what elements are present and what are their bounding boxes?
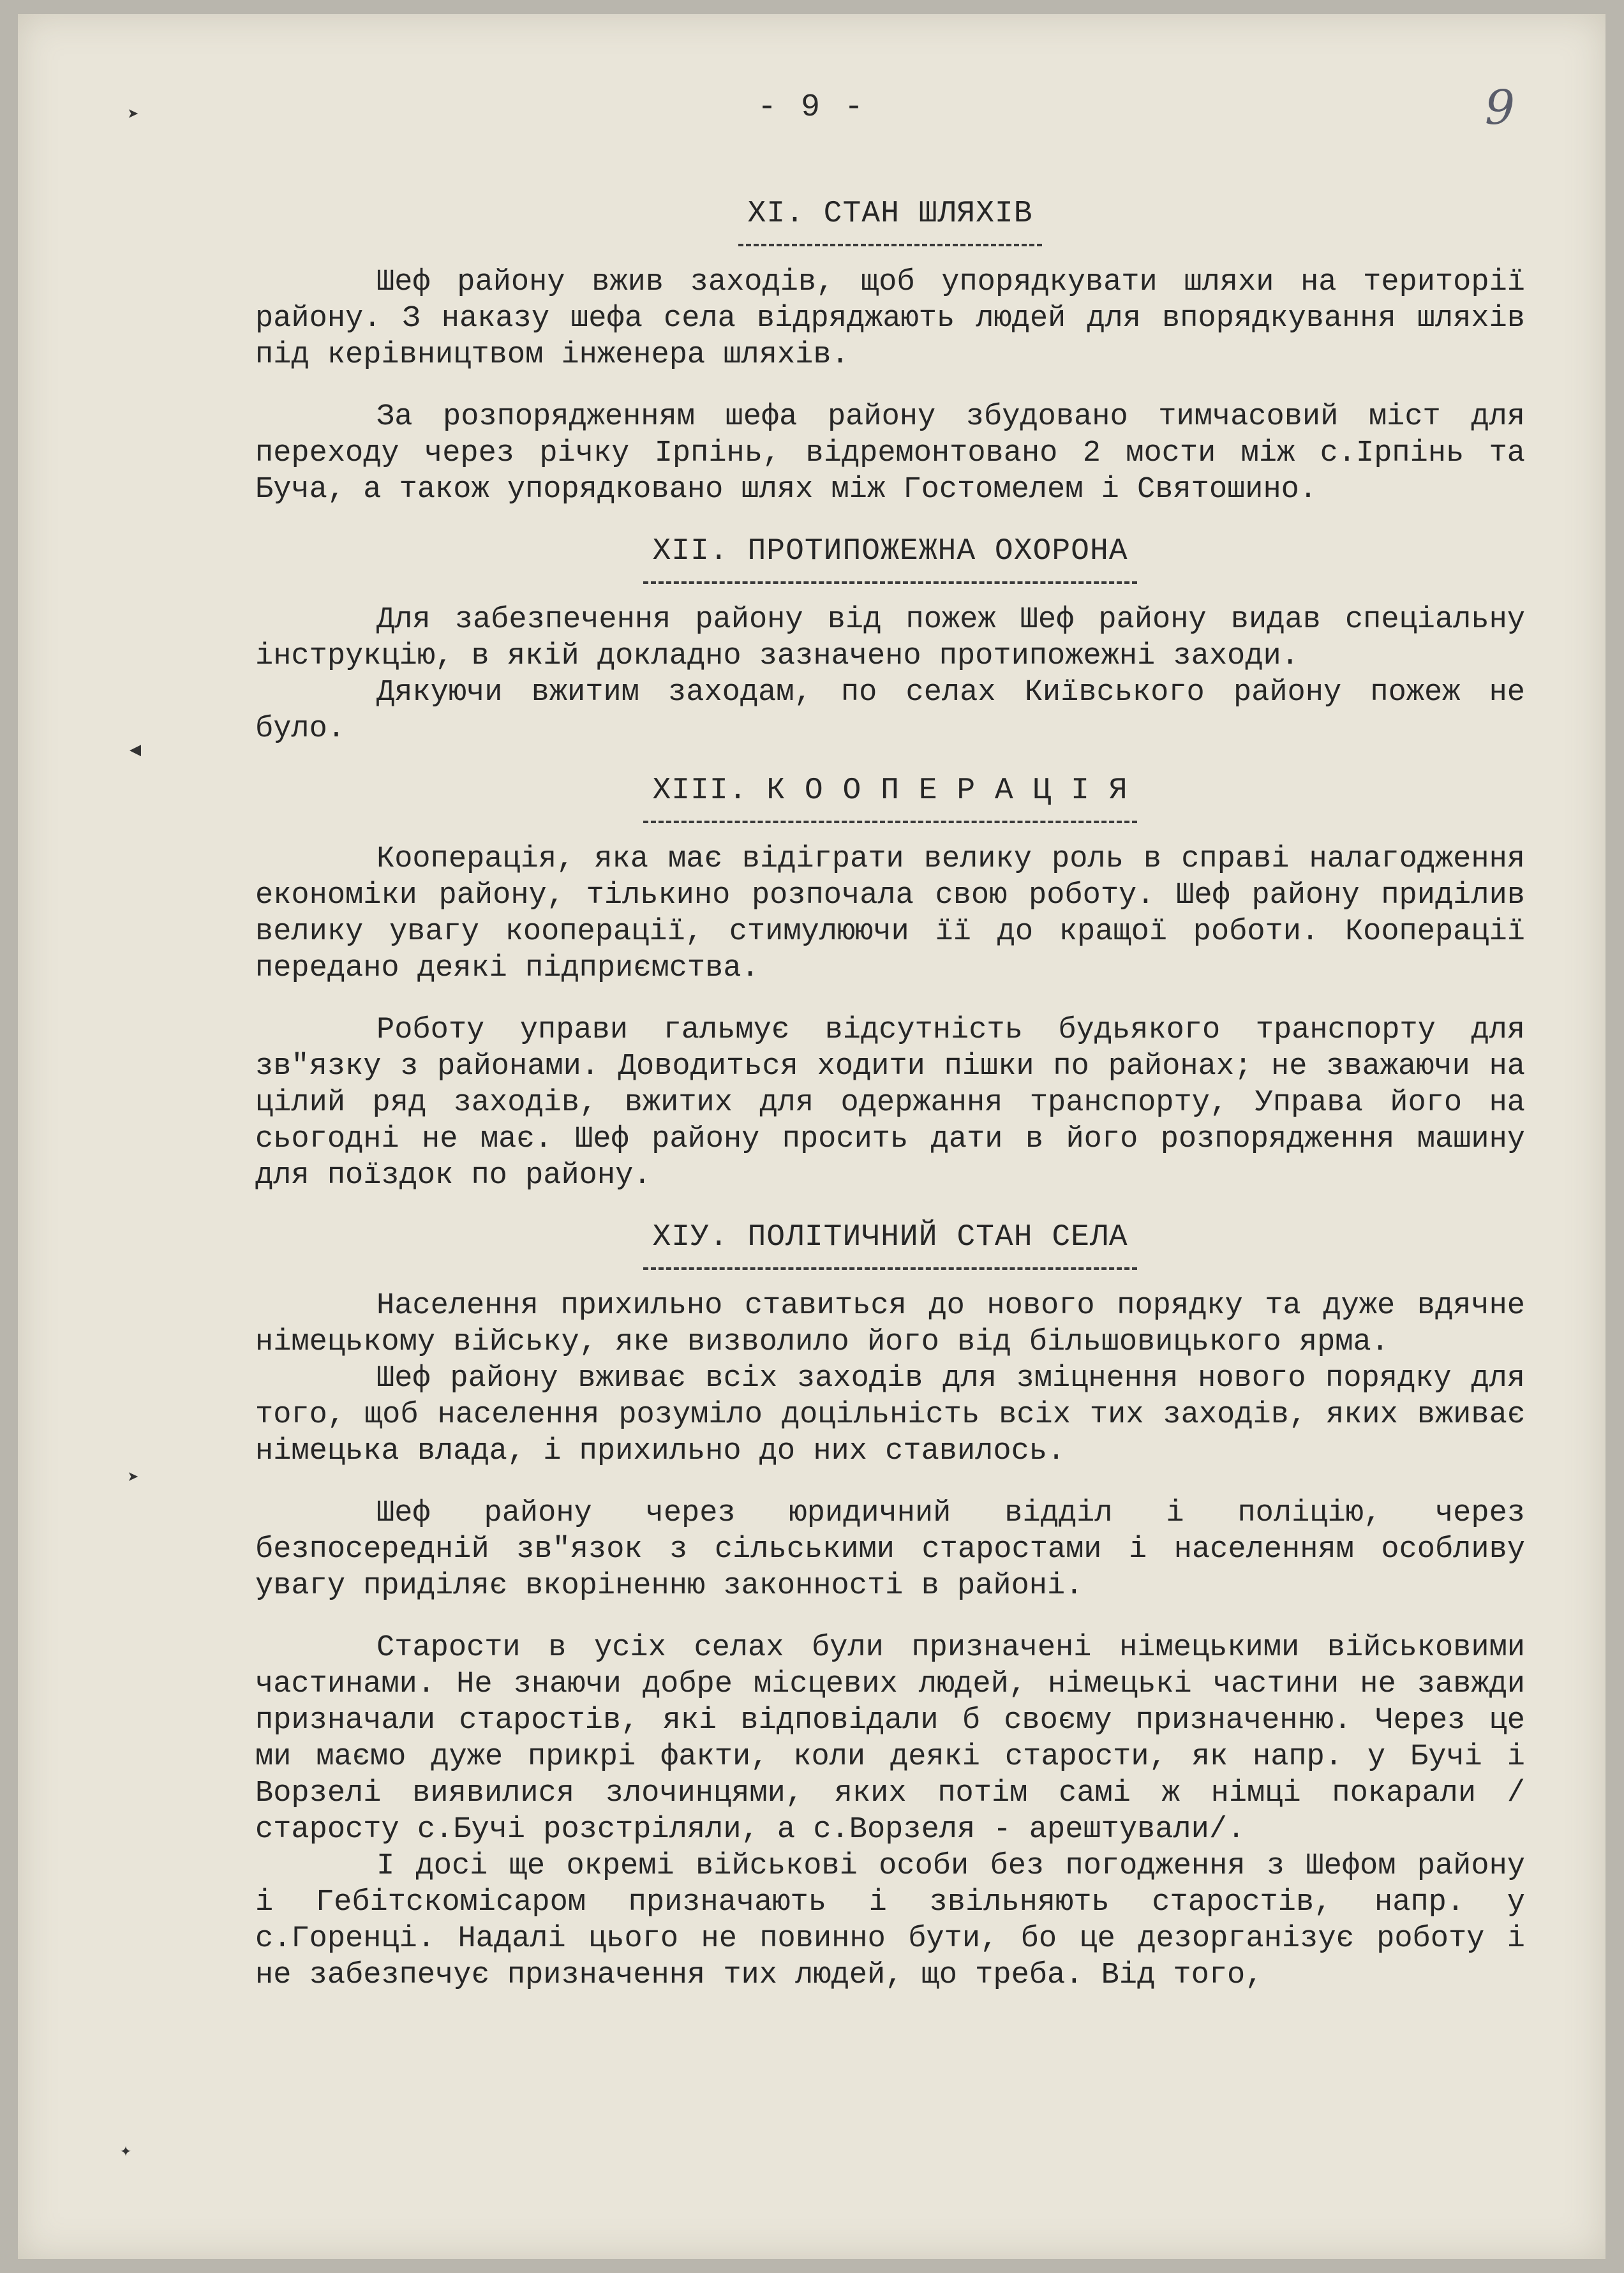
section-cooperation [255, 773, 1525, 1194]
section-heading: ХІУ. ПОЛІТИЧНИЙ СТАН СЕЛА [255, 1219, 1525, 1270]
paragraph: Кооперація, яка має відіграти велику роль в справі налагодження економіки району, тількино розпочала свою роботу. Шеф району приділив велику увагу кооперації, стимулюючи її до кращої роботи. Кооперації передано деякі підприємства. [255, 842, 1525, 985]
section-heading: ХІ. СТАН ШЛЯХІВ [255, 196, 1525, 246]
paragraph: Для забезпечення району від пожеж Шеф району видав спеціальну інструкцію, в якій докладно зазначено протипожежні заходи. [255, 603, 1525, 673]
paragraph: Старости в усіх селах були призначені німецькими військовими частинами. Не знаючи добре місцевих людей, німецькі частини не завжди призначали старостів, які відповідали б своєму призначенню. Через це ми маємо дуже прикрі факти, коли деякі старости, як напр. у Бучі і Ворзелі виявилися злочинцями, яких потім самі ж німці покарали /старосту с.Бучі розстріляли, а с.Ворзеля - арештували/. [255, 1631, 1525, 1847]
section-heading: ХІІ. ПРОТИПОЖЕЖНА ОХОРОНА [255, 533, 1525, 584]
document-page [18, 14, 1605, 2259]
section-heading: ХІІІ. К О О П Е Р А Ц І Я [255, 773, 1525, 823]
section-political-state [255, 1219, 1525, 1994]
margin-mark: ◀ [130, 740, 142, 762]
handwritten-page-number: 9 [1484, 80, 1515, 135]
paragraph: Шеф району вживає всіх заходів для зміцнення нового порядку для того, щоб населення розуміло доцільність всіх тих заходів, яких вживає німецька влада, і прихильно до них ставилось. [255, 1362, 1525, 1468]
section-roads [255, 196, 1525, 508]
paragraph: Роботу управи гальмує відсутність будьякого транспорту для зв"язку з районами. Доводиться ходити пішки по районах; не зважаючи на цілий ряд заходів, вжитих для одержання транспорту, Управа його на сьогодні не має. Шеф району просить дати в його розпорядження машину для поїздок по району. [255, 1013, 1525, 1193]
document-body [255, 196, 1525, 2019]
margin-mark: ✦ [120, 2141, 132, 2163]
page-number: - 9 - [757, 89, 867, 126]
paragraph: Населення прихильно ставиться до нового порядку та дуже вдячне німецькому війську, яке визволило його від більшовицького ярма. [255, 1289, 1525, 1359]
margin-mark: ➤ [128, 1468, 140, 1490]
paragraph: Дякуючи вжитим заходам, по селах Київського району пожеж не було. [255, 676, 1525, 746]
section-fire-protection [255, 533, 1525, 747]
paragraph: І досі ще окремі військові особи без погодження з Шефом району і Гебітскомісаром призначають і звільняють старостів, напр. у с.Горенці. Надалі цього не повинно бути, бо це дезорганізує роботу і не забезпечує призначення тих людей, що треба. Від того, [255, 1849, 1525, 1992]
paragraph: Шеф району через юридичний відділ і поліцію, через безпосередній зв"язок з сільськими старостами і населенням особливу увагу приділяє вкоріненню законності в районі. [255, 1496, 1525, 1603]
paragraph: За розпорядженням шефа району збудовано тимчасовий міст для переходу через річку Ірпінь, відремонтовано 2 мости між с.Ірпінь та Буча, а також упорядковано шлях між Гостомелем і Святошино. [255, 400, 1525, 507]
paragraph: Шеф району вжив заходів, щоб упорядкувати шляхи на території району. З наказу шефа села відряджають людей для впорядкування шляхів під керівництвом інженера шляхів. [255, 265, 1525, 372]
margin-mark: ➤ [128, 105, 140, 127]
